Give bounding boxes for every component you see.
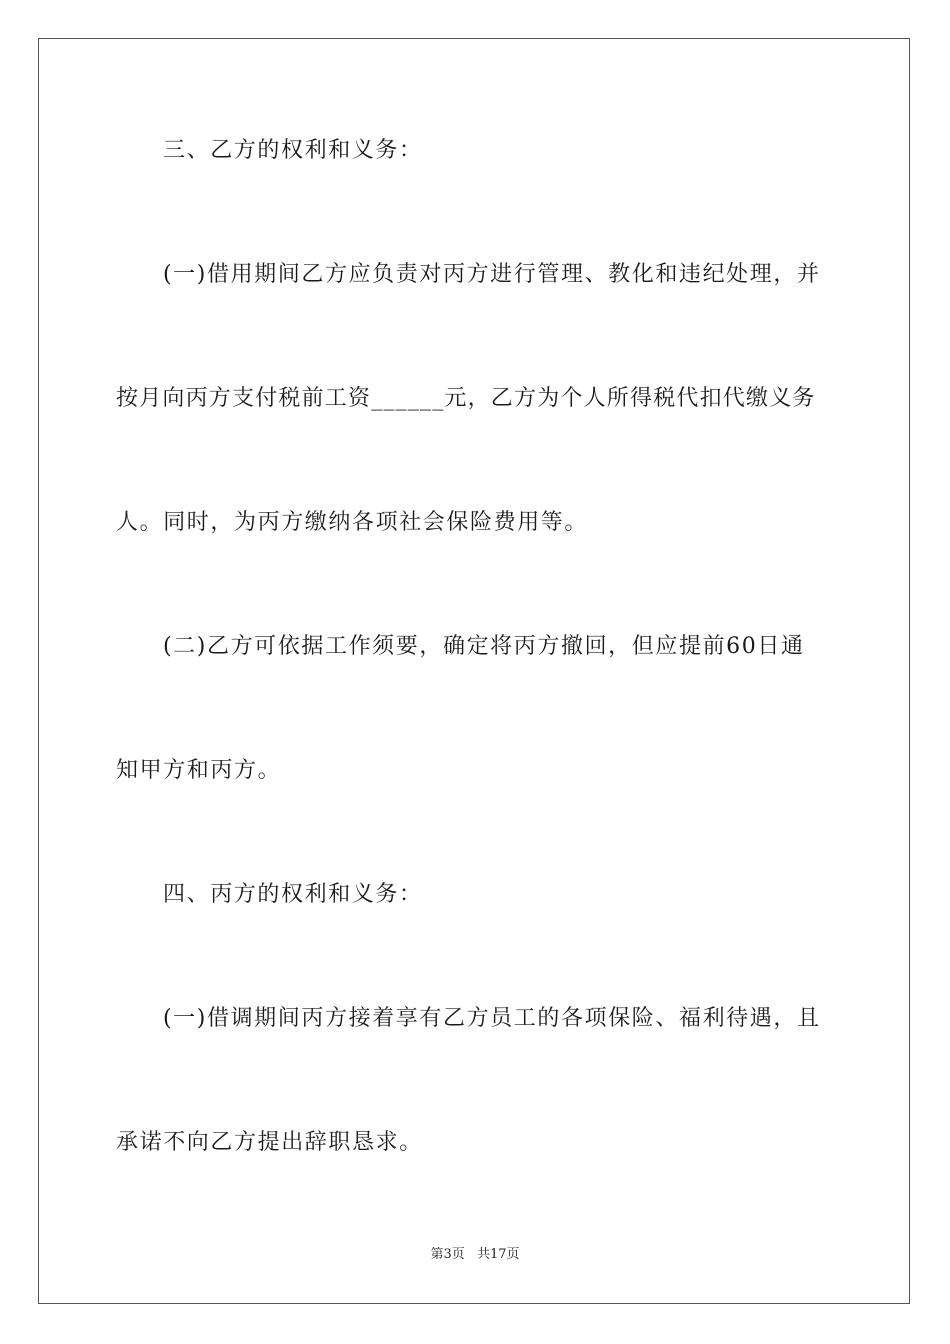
paragraph-line: 人。同时，为丙方缴纳各项社会保险费用等。 [116, 510, 589, 535]
page-number: 第3页 [430, 1247, 465, 1262]
paragraph-line: 按月向丙方支付税前工资______元，乙方为个人所得税代扣代缴义务 [116, 386, 816, 411]
paragraph-line: 知甲方和丙方。 [116, 758, 282, 783]
paragraph-line: 承诺不向乙方提出辞职恳求。 [116, 1130, 423, 1155]
page-footer [0, 1246, 950, 1264]
section-heading-4: 四、丙方的权利和义务： [163, 882, 423, 907]
paragraph-line: (二)乙方可依据工作须要，确定将丙方撤回，但应提前60日通 [163, 634, 805, 659]
page-border [38, 38, 910, 1304]
paragraph-line: (一)借用期间乙方应负责对丙方进行管理、教化和违纪处理，并 [163, 262, 821, 287]
page-total: 共17页 [476, 1247, 520, 1262]
paragraph-line: (一)借调期间丙方接着享有乙方员工的各项保险、福利待遇，且 [163, 1006, 821, 1031]
section-heading-3: 三、乙方的权利和义务： [163, 138, 423, 163]
